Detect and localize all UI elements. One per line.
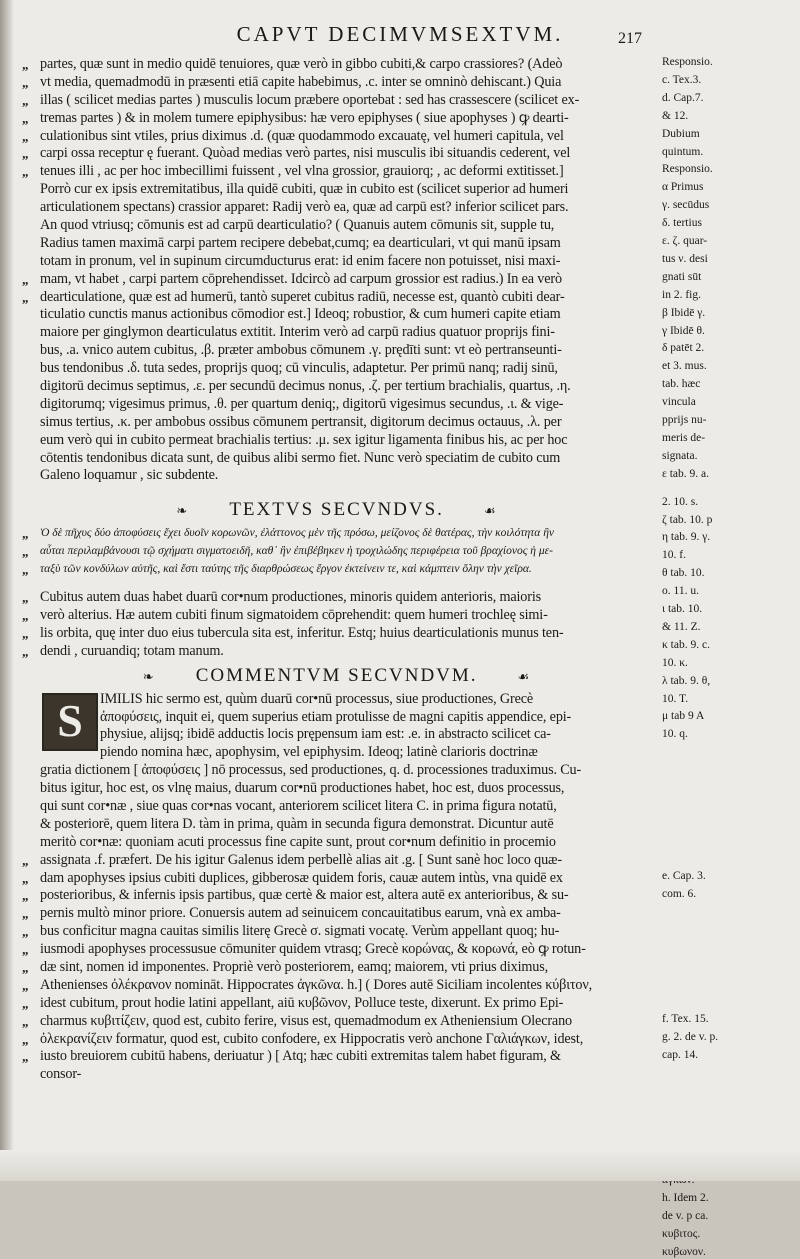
margin-note: η tab. 9. γ. bbox=[662, 531, 711, 544]
text-line bbox=[22, 145, 652, 163]
line-text: Galeno loquamur , sic subdente. bbox=[40, 467, 219, 484]
line-text: Athenienses ὀλέκρανον nomināt. Hippocrates ἀγκῶνα. h.] ( Dores autē Siciliam incolentes κύβιτον, bbox=[40, 976, 593, 993]
text-line bbox=[22, 289, 652, 307]
text-line bbox=[22, 625, 652, 643]
margin-note: cap. 14. bbox=[662, 1048, 699, 1061]
line-text: ταξὺ τῶν κονδύλων αὐτῆς, καὶ ἔστι ταύτης τῆς διαρθρώσεως ἔργον ἐκτείνειν τε, καὶ κάμπτειν ὅλην τὴν χεῖρα. bbox=[40, 563, 532, 576]
quotation-mark-icon: „ bbox=[22, 1049, 29, 1065]
text-line bbox=[22, 128, 652, 146]
margin-note: pprijs nu- bbox=[662, 414, 707, 426]
textus-title-label: TEXTVS SECVNDVS. bbox=[229, 499, 444, 521]
margin-note: e. Cap. 3. bbox=[662, 869, 706, 882]
text-line bbox=[22, 324, 652, 342]
decorated-initial: S bbox=[42, 693, 98, 751]
margin-note: tab. hæc bbox=[662, 378, 701, 391]
margin-note: Responsio. bbox=[662, 163, 713, 176]
text-line bbox=[22, 199, 652, 217]
section-title-commentum bbox=[22, 661, 652, 691]
line-text: piendo nomina hæc, apophysim, vel epiphysim. Ideoq; latinè clarioris doctrinæ bbox=[100, 744, 538, 761]
margin-note: signata. bbox=[662, 449, 698, 462]
line-text: tremas partes ) & in molem tumere epiphysibus: hæ vero epiphyses ( siue apophyses ) ꝙ dearti- bbox=[40, 109, 569, 126]
text-line bbox=[22, 253, 652, 271]
quotation-mark-icon: „ bbox=[22, 590, 29, 606]
text-line bbox=[22, 110, 652, 128]
margin-note: d. Cap.7. bbox=[662, 91, 704, 104]
margin-note: c. Tex.3. bbox=[662, 73, 702, 86]
line-text: consor- bbox=[40, 1066, 82, 1083]
line-text: digitorumq; vigesimus primus, .θ. per quartum deniq;, digitorū vigesimus secundus, .ι. & vige- bbox=[40, 395, 564, 412]
text-line bbox=[22, 834, 652, 852]
line-text: Cubitus autem duas habet duarū cor•num productiones, minoris quidem anterioris, maioris bbox=[40, 589, 541, 606]
fleuron-right-icon: ☙ bbox=[483, 503, 498, 519]
margin-note: δ. tertius bbox=[662, 217, 702, 230]
text-line bbox=[22, 762, 652, 780]
margin-note: κ tab. 9. c. bbox=[662, 638, 710, 651]
line-text: culationibus sint vtiles, prius diximus .d. (quæ quodammodo excauatę, vel humeri capitula, vel bbox=[40, 127, 564, 144]
margin-note: α Primus bbox=[662, 181, 704, 194]
quotation-mark-icon: „ bbox=[22, 995, 29, 1011]
margin-note: γ Ibidē θ. bbox=[662, 324, 705, 337]
text-line bbox=[22, 887, 652, 905]
line-text: Radius tamen maximā carpi partem recipere debebat,cumq; ea dearticulari, vt qui manū ipsam bbox=[40, 234, 561, 251]
line-text: bus conficitur magna cauitas similis literę Grecè σ. sigmati vocatę. Verùm appellant quoq; hu- bbox=[40, 923, 560, 940]
line-text: digitorū decimus septimus, .ε. per secundū decimus nonus, .ζ. per tertium brachialis, quartus, .η. bbox=[40, 378, 571, 395]
line-text: dæ sint, nomen id imponentes. Propriè verò posteriorem, eamq; maiorem, vti prius diximus, bbox=[40, 958, 548, 975]
quotation-mark-icon: „ bbox=[22, 643, 29, 659]
margin-note: 10. κ. bbox=[662, 656, 688, 669]
quotation-mark-icon: „ bbox=[22, 544, 29, 560]
quotation-mark-icon: „ bbox=[22, 146, 29, 162]
margin-note: μ tab 9 A bbox=[662, 710, 705, 723]
text-line bbox=[22, 816, 652, 834]
text-line bbox=[22, 1048, 652, 1066]
line-text: bus, .a. vnico autem cubitus, .β. præter ambobus cōmunem .γ. prędīti sunt: vt eò pertranseunti- bbox=[40, 342, 562, 359]
margin-note: ζ tab. 10. p bbox=[662, 513, 713, 526]
text-line bbox=[22, 163, 652, 181]
margin-note: ι tab. 10. bbox=[662, 603, 703, 615]
text-line bbox=[22, 217, 652, 235]
line-text: mam, vt habet , carpi partem cōprehendisset. Idcircò ad carpum grossior est radius.) In ea verò bbox=[40, 270, 562, 287]
margin-note: θ tab. 10. bbox=[662, 567, 705, 580]
margin-note: Responsio. bbox=[662, 56, 713, 68]
quotation-mark-icon: „ bbox=[22, 526, 29, 542]
text-line bbox=[22, 607, 652, 625]
text-line bbox=[22, 691, 652, 709]
margin-note: λ tab. 9. θ, bbox=[662, 674, 711, 687]
line-text: meritò cor•næ: quoniam acuti processus fine capite sunt, prout cor•num definitio in procemio bbox=[40, 833, 556, 850]
margin-note: γ. secūdus bbox=[662, 199, 710, 212]
text-line bbox=[22, 1013, 652, 1031]
quotation-mark-icon: „ bbox=[22, 57, 29, 72]
main-text-column bbox=[22, 56, 652, 1084]
text-line bbox=[22, 92, 652, 110]
line-text: cōtentis tendonibus dicata sunt, de quibus alibi sermo fiet. Nunc verò speciatim de cubito cum bbox=[40, 449, 561, 466]
quotation-mark-icon: „ bbox=[22, 271, 29, 287]
margin-note: et 3. mus. bbox=[662, 360, 707, 373]
line-text: bitus igitur, hoc est, os vlnę maius, duarum cor•nū productiones habet, hoc est, duos processus, bbox=[40, 780, 565, 797]
line-text: carpi ossa receptur ę fuerant. Quòad medias verò partes, nisi musculis ibi situandis cederent, vel bbox=[40, 145, 571, 162]
quotation-mark-icon: „ bbox=[22, 852, 29, 868]
page-gutter-shadow bbox=[0, 0, 14, 1181]
margin-note: 10. q. bbox=[662, 728, 688, 741]
line-text: iusmodi apophyses processusue cōmuniter quidem vtrasq; Grecè κορώνας, & κορωνά, eò ꝙ rotun- bbox=[40, 941, 586, 958]
line-text: verò alterius. Hæ autem cubiti finum sigmatoidem cōprehendit: quem humeri trochleę simi- bbox=[40, 606, 548, 623]
text-line bbox=[22, 905, 652, 923]
margin-note: vincula bbox=[662, 396, 696, 409]
commentum-title-label: COMMENTVM SECVNDVM. bbox=[195, 664, 478, 686]
text-line bbox=[22, 360, 652, 378]
line-text: Ὁ δὲ πῆχυς δύο ἀποφύσεις ἔχει δυοῖν κορωνῶν, ἐλάττονος μὲν τῆς πρόσω, μείζονος δὲ θατέρας, τὴν κοιλότητα ἣν bbox=[40, 527, 555, 540]
line-text: maiore per ginglymon dearticulatus extitit. Interim verò ad carpū radius quatuor proprijs fini- bbox=[40, 324, 555, 341]
margin-note: κυβιτος. bbox=[662, 1227, 701, 1240]
quotation-mark-icon: „ bbox=[22, 92, 29, 108]
margin-note: in 2. fig. bbox=[662, 288, 701, 301]
fleuron-left-icon: ❧ bbox=[176, 503, 190, 519]
margin-note: Dubium bbox=[662, 127, 700, 140]
line-text: illas ( scilicet medias partes ) musculis locum præbere oportebat : sed has crassescere (scilicet ex- bbox=[40, 91, 580, 108]
margin-note: & 11. Z. bbox=[662, 620, 701, 633]
margin-note: h. Idem 2. bbox=[662, 1192, 709, 1205]
line-text: idest cubitum, prout hodie latini appellant, aiū κυβῶνον, Polluce teste, dixerunt. Ex primo Epi- bbox=[40, 994, 564, 1011]
text-line bbox=[22, 589, 652, 607]
quotation-mark-icon: „ bbox=[22, 625, 29, 641]
page-number: 217 bbox=[618, 30, 642, 47]
text-line bbox=[22, 1031, 652, 1049]
margin-note: & 12. bbox=[662, 109, 689, 122]
margin-note: f. Tex. 15. bbox=[662, 1013, 709, 1026]
line-text: Porrò cur ex ipsis extremitatibus, illa quidē cubiti, quæ in cubito est (scilicet superior ad humeri bbox=[40, 181, 569, 198]
line-text: articulationem spectans) crassior apparet: Radij verò ea, quæ ad carpū est? inferior scilicet pars. bbox=[40, 199, 569, 216]
quotation-mark-icon: „ bbox=[22, 74, 29, 90]
margin-note: meris de- bbox=[662, 431, 706, 444]
line-text: vt media, quemadmodū in præsenti etiā capite habebimus, .c. inter se omninò dehiscant.) Quia bbox=[40, 73, 562, 90]
text-line bbox=[22, 181, 652, 199]
section-title-textus bbox=[22, 495, 652, 525]
quotation-mark-icon: „ bbox=[22, 924, 29, 940]
margin-note: 2. 10. s. bbox=[662, 495, 699, 508]
text-line bbox=[22, 432, 652, 450]
text-line bbox=[22, 643, 652, 661]
quotation-mark-icon: „ bbox=[22, 128, 29, 144]
quotation-mark-icon: „ bbox=[22, 562, 29, 578]
text-line bbox=[22, 467, 652, 485]
line-text: αὗται περιλαμβάνουσι τῷ σχήματι σιγματοειδῆ, καθ᾽ ἣν ἐπιβέβηκεν ἡ τροχιλώδης περιφέρεια τοῦ βραχίονος ἡ με- bbox=[40, 545, 553, 558]
text-block-1 bbox=[22, 56, 652, 485]
commentary-block bbox=[22, 691, 652, 1085]
text-line bbox=[22, 995, 652, 1013]
commentary-text bbox=[22, 691, 652, 1085]
line-text: physiue, alijsq; ibidē adductis locis prępensum iam est: .e. in abstracto scilicet ca- bbox=[100, 726, 551, 743]
fleuron-left-icon: ❧ bbox=[142, 668, 156, 684]
quotation-mark-icon: „ bbox=[22, 607, 29, 623]
quotation-mark-icon: „ bbox=[22, 888, 29, 904]
margin-note: ε tab. 9. a. bbox=[662, 467, 709, 480]
running-header: CAPVT DECIMVMSEXTVM. bbox=[236, 22, 564, 46]
quotation-mark-icon: „ bbox=[22, 1031, 29, 1047]
text-line bbox=[22, 959, 652, 977]
text-line bbox=[22, 235, 652, 253]
text-line bbox=[22, 342, 652, 360]
text-line bbox=[22, 870, 652, 888]
margin-note: κυβωνον. bbox=[662, 1245, 706, 1258]
greek-text-block bbox=[22, 525, 652, 579]
line-text: ἀποφύσεις, inquit ei, quem superius etiam protulisse de magni capitis appendice, epi- bbox=[100, 708, 572, 725]
margin-note: δ patēt 2. bbox=[662, 342, 705, 355]
margin-note: de v. p ca. bbox=[662, 1210, 709, 1222]
text-line bbox=[22, 798, 652, 816]
quotation-mark-icon: „ bbox=[22, 164, 29, 180]
margin-note: gnati sūt bbox=[662, 270, 702, 283]
text-line bbox=[22, 744, 652, 762]
quotation-mark-icon: „ bbox=[22, 977, 29, 993]
line-text: charmus κυβιτίζειν, quod est, cubito ferire, visus est, quemadmodum ex Atheniensium Olecrano bbox=[40, 1012, 572, 1029]
quotation-mark-icon: „ bbox=[22, 289, 29, 305]
line-text: ticulatio cunctis manus actionibus cōmodior est.] Ideoq; robustior, & cum humeri capite etiam bbox=[40, 306, 561, 323]
text-line bbox=[22, 561, 652, 579]
text-line bbox=[22, 306, 652, 324]
line-text: An quod vtriusq; cōmunis est ad carpū dearticulatio? ( Quanuis autem cōmunis sit, supple tu, bbox=[40, 217, 555, 234]
line-text: dearticulatione, quæ est ad humerū, tantò superet cubitus radiū, necesse est, quantò cubiti dear- bbox=[40, 288, 565, 305]
page-bottom-shadow bbox=[0, 1150, 800, 1181]
line-text: qui sunt cor•næ , siue quas cor•nas vocant, anteriorem scilicet litera C. in prima figura notatū, bbox=[40, 797, 557, 814]
margin-note: com. 6. bbox=[662, 887, 697, 900]
text-line bbox=[22, 1066, 652, 1084]
text-line bbox=[22, 450, 652, 468]
line-text: totam in pronum, vel in supinum circumducturus erat: id enim facere non potuisset, nisi maxi- bbox=[40, 252, 561, 269]
text-line bbox=[22, 396, 652, 414]
fleuron-right-icon: ☙ bbox=[517, 668, 532, 684]
margin-note: 10. T. bbox=[662, 692, 689, 705]
line-text: iusto breuiorem cubitū habens, deriuatur ) [ Atq; hæc cubiti extremitas talem habet figuram, & bbox=[40, 1048, 561, 1065]
quotation-mark-icon: „ bbox=[22, 959, 29, 975]
margin-note: o. 11. u. bbox=[662, 585, 699, 598]
line-text: partes, quæ sunt in medio quidē tenuiores, quæ verò in gibbo cubiti,& carpo crassiores? (Adeò bbox=[40, 56, 563, 72]
margin-note: β Ibidē γ. bbox=[662, 306, 706, 319]
quotation-mark-icon: „ bbox=[22, 906, 29, 922]
line-text: lis orbita, quę inter duo eius tubercula sita est, inferitur. Estq; huius dearticulationis munus ten- bbox=[40, 624, 564, 641]
text-line bbox=[22, 923, 652, 941]
margin-note: ε. ζ. quar- bbox=[662, 235, 708, 247]
text-line bbox=[22, 543, 652, 561]
line-text: simus tertius, .κ. per ambobus ossibus cōmunem pertransit, digitorum decimus octauus, .λ. per bbox=[40, 413, 562, 430]
margin-note: g. 2. de v. p. bbox=[662, 1031, 719, 1043]
line-text: ὀλεκρανίζειν formatur, quod est, cubito confodere, ex Hippocratis verò anchone Γαλιάγκων, idest, bbox=[40, 1030, 584, 1047]
line-text: bus tendonibus .δ. tuta sedes, proprijs quoq; cū vinculis, adaptetur. Per primū nanq; radij sinū, bbox=[40, 360, 558, 377]
text-line bbox=[22, 271, 652, 289]
line-text: posterioribus, & infernis ipsis partibus, quæ certè & maior est, altera autē ex anterioribus, & su- bbox=[40, 887, 569, 904]
text-line bbox=[22, 414, 652, 432]
line-text: gratia dictionem [ ἀποφύσεις ] nō processus, sed productiones, q. d. processiones traduximus. Cu- bbox=[40, 762, 582, 779]
quotation-mark-icon: „ bbox=[22, 1013, 29, 1029]
line-text: IMILIS hic sermo est, quùm duarū cor•nū processus, siue productiones, Grecè bbox=[100, 690, 534, 707]
margin-note: quintum. bbox=[662, 145, 704, 158]
text-line bbox=[22, 74, 652, 92]
line-text: & posteriorē, quem litera D. tàm in prima, quàm in secunda figura demonstrat. Dicuntur autē bbox=[40, 815, 554, 832]
quotation-mark-icon: „ bbox=[22, 110, 29, 126]
text-line bbox=[22, 852, 652, 870]
line-text: dam apophyses ipsius cubiti duplices, gibberosæ quidem foris, cauæ autem intùs, vna quidē ex bbox=[40, 869, 563, 886]
text-line bbox=[22, 378, 652, 396]
quotation-mark-icon: „ bbox=[22, 870, 29, 886]
text-line bbox=[22, 941, 652, 959]
text-line bbox=[22, 977, 652, 995]
text-line bbox=[22, 726, 652, 744]
line-text: assignata .f. præfert. De his igitur Galenus idem perbellè alias ait .g. [ Sunt sanè hoc loco quæ- bbox=[40, 851, 562, 868]
text-line bbox=[22, 709, 652, 727]
margin-note: 10. f. bbox=[662, 549, 686, 562]
line-text: dendi , curuandiq; totam manum. bbox=[40, 642, 224, 659]
text-line bbox=[22, 525, 652, 543]
line-text: tenues illi , ac per hoc imbecillimi fuissent , vel vlna grossior, grauiorq; , ac deformi extitisset.] bbox=[40, 163, 564, 180]
text-line bbox=[22, 56, 652, 74]
line-text: eum verò qui in cubito permeat brachialis tertius: .μ. sex igitur ligamenta finibus his, ac per hoc bbox=[40, 431, 568, 448]
text-line bbox=[22, 780, 652, 798]
line-text: pernis multò minor priore. Conuersis autem ad seinuicem concauitatibus earum, vnà ex amba- bbox=[40, 905, 561, 922]
quotation-mark-icon: „ bbox=[22, 942, 29, 958]
margin-note: tus ν. desi bbox=[662, 252, 708, 265]
latin-text-block bbox=[22, 589, 652, 661]
